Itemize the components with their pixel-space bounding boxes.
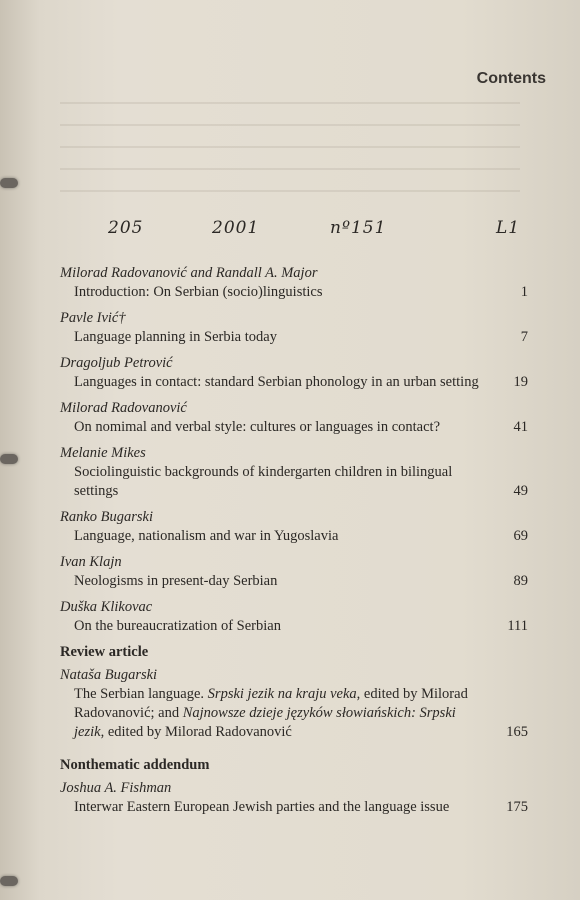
- toc-author: Melanie Mikes: [60, 445, 146, 461]
- title-part-italic: Najnowsze dzieje języków słowiańskich: Srpski jezik: [74, 705, 456, 740]
- toc-entry: [60, 666, 528, 742]
- title-part: , edited by Milorad Radovanović; and: [74, 686, 468, 721]
- toc-page-number: 19: [513, 374, 528, 390]
- handwritten-note-b: 2001: [212, 218, 260, 238]
- toc-entry: [60, 444, 528, 501]
- binder-ring: [0, 454, 18, 464]
- toc-author: Pavle Ivić†: [60, 310, 126, 326]
- toc-entry: [60, 354, 528, 392]
- toc-entry: [60, 309, 528, 347]
- toc-title: [60, 685, 528, 742]
- toc-title: On the bureaucratization of Serbian: [74, 618, 281, 634]
- toc-author: Dragoljub Petrović: [60, 355, 173, 371]
- toc-page-number: 69: [513, 528, 528, 544]
- toc-author: Milorad Radovanović and Randall A. Major: [60, 265, 318, 281]
- toc-page-number: 165: [506, 724, 528, 740]
- toc-page-number: 41: [513, 419, 528, 435]
- handwritten-note-c: nº151: [330, 218, 387, 238]
- title-part-italic: Srpski jezik na kraju veka: [207, 686, 357, 702]
- toc-author: Duška Klikovac: [60, 599, 153, 615]
- toc-page-number: 175: [506, 799, 528, 815]
- toc-page-number: 111: [507, 618, 528, 634]
- toc-author: Milorad Radovanović: [60, 400, 187, 416]
- toc-page-number: 7: [520, 329, 528, 345]
- binder-ring: [0, 876, 18, 886]
- section-heading-review: Review article: [60, 644, 149, 660]
- title-part: , edited by Milorad Radovanović: [100, 724, 292, 740]
- binder-ring: [0, 178, 18, 188]
- toc-title: On nomimal and verbal style: cultures or languages in contact?: [74, 419, 441, 435]
- toc-author: Ranko Bugarski: [60, 509, 154, 525]
- table-of-contents: [60, 264, 528, 824]
- toc-page-number: 1: [520, 284, 528, 300]
- toc-author: Ivan Klajn: [60, 554, 122, 570]
- title-part: The Serbian language.: [74, 686, 208, 702]
- handwritten-note-a: 205: [108, 218, 144, 238]
- toc-title: Neologisms in present-day Serbian: [74, 573, 278, 589]
- toc-entry: [60, 598, 528, 636]
- section-heading-addendum: Nonthematic addendum: [60, 757, 210, 773]
- toc-entry: [60, 399, 528, 437]
- toc-author: Nataša Bugarski: [60, 667, 158, 683]
- toc-title: Introduction: On Serbian (socio)linguistics: [74, 284, 323, 300]
- toc-page-number: 89: [513, 573, 528, 589]
- toc-title: Language, nationalism and war in Yugoslavia: [74, 528, 339, 544]
- toc-entry: [60, 553, 528, 591]
- toc-entry: [60, 779, 528, 817]
- handwritten-note-d: L1: [496, 218, 521, 238]
- bleed-through-text: [60, 88, 520, 198]
- contents-heading: Contents: [476, 70, 546, 87]
- toc-title: Languages in contact: standard Serbian phonology in an urban setting: [74, 374, 479, 390]
- toc-page-number: 49: [513, 483, 528, 499]
- toc-title: Sociolinguistic backgrounds of kindergarten children in bilingual settings: [74, 464, 453, 499]
- toc-entry: [60, 264, 528, 302]
- toc-title: Language planning in Serbia today: [74, 329, 277, 345]
- toc-entry: [60, 508, 528, 546]
- toc-title: Interwar Eastern European Jewish parties and the language issue: [74, 799, 450, 815]
- toc-author: Joshua A. Fishman: [60, 780, 172, 796]
